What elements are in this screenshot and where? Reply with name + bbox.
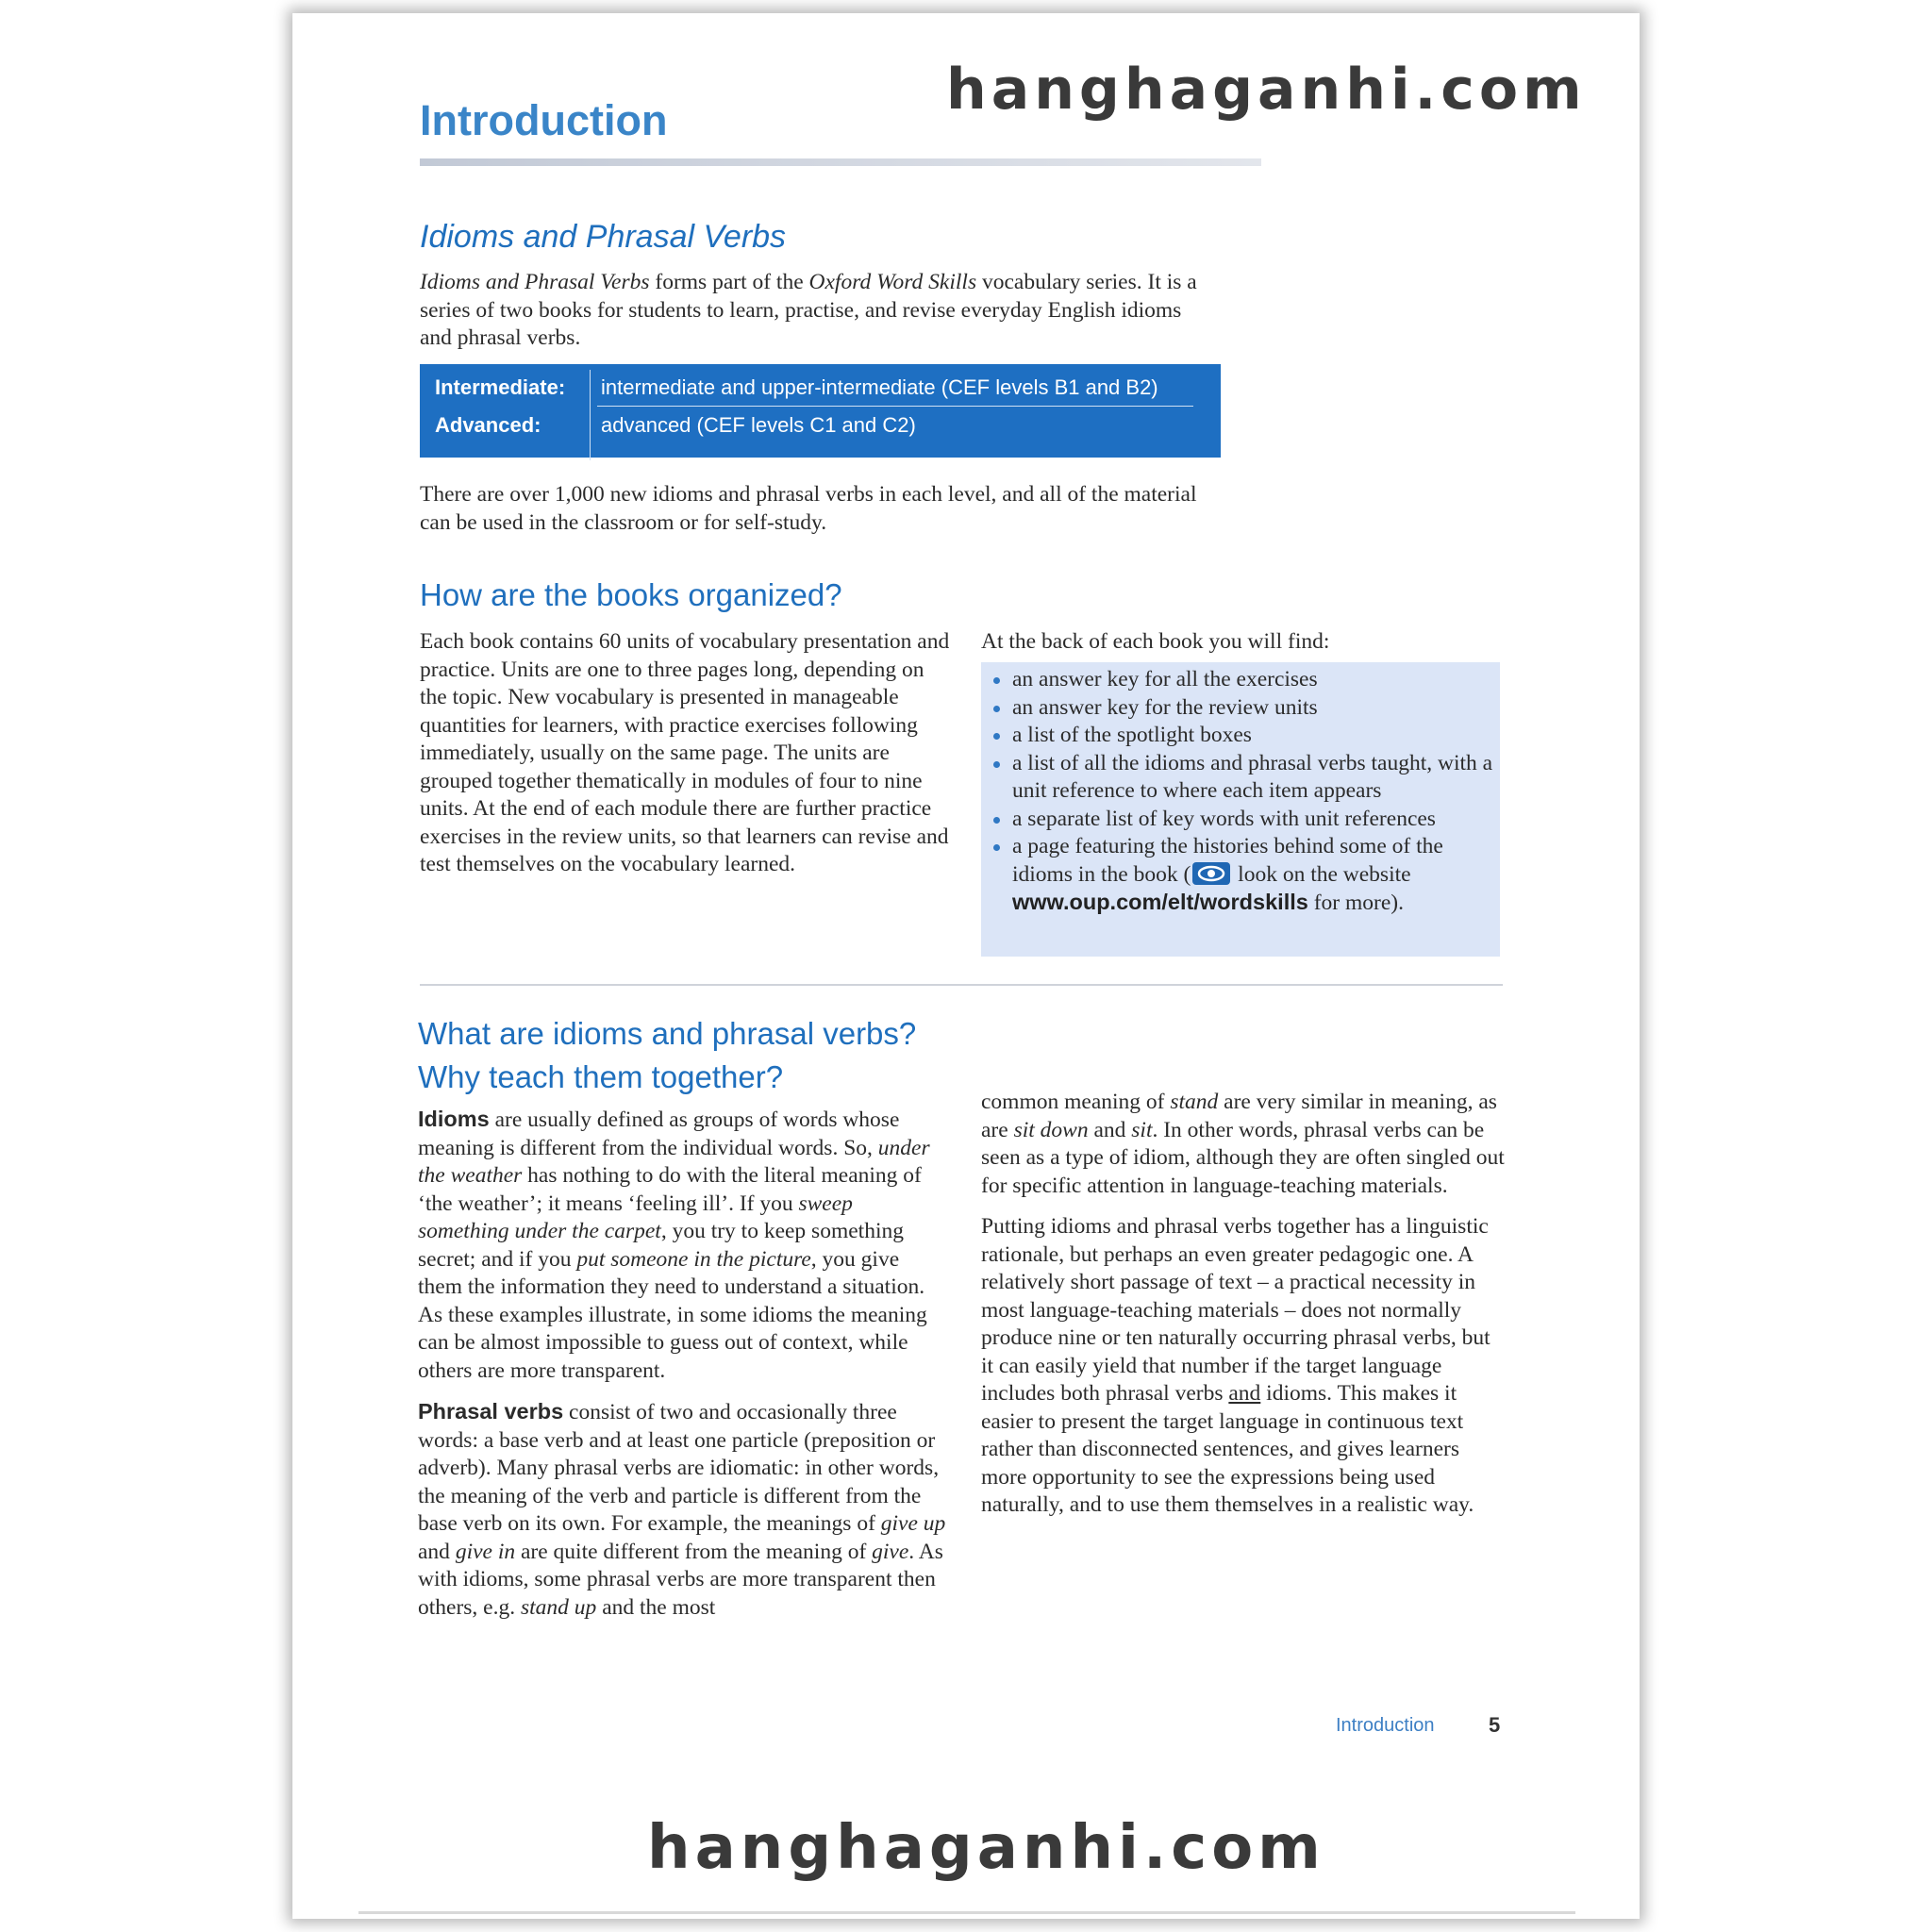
term-phrasal-verbs: Phrasal verbs [418, 1399, 564, 1424]
back-of-book-intro: At the back of each book you will find: [981, 629, 1330, 654]
list-item: an answer key for the review units [986, 694, 1500, 723]
list-item: a separate list of key words with unit references [986, 806, 1500, 834]
list-item: a list of all the idioms and phrasal verbs taught, with a unit reference to where each item appears [986, 750, 1500, 806]
intro-book-title: Idioms and Phrasal Verbs [420, 270, 650, 294]
list-item: a list of the spotlight boxes [986, 722, 1500, 750]
level-row-advanced [420, 413, 1222, 451]
levels-table [420, 364, 1221, 458]
intro-series-title: Oxford Word Skills [808, 270, 977, 294]
section-heading-organization: How are the books organized? [420, 577, 842, 612]
organization-paragraph: Each book contains 60 units of vocabulary presentation and practice. Units are one to three pages long, depending on the topic. New vocabulary is presented in manageable quantities for learners, with practice exercises following immediately, usually on the same page. The units are grouped together thematically in modules of four to nine units. At the end of each module there are further practice exercises in the review units, so that learners can revise and test themselves on the vocabulary learned. [420, 629, 950, 876]
back-of-book-list [981, 662, 1500, 957]
level-row-intermediate [420, 375, 1222, 413]
footer-section-label: Introduction [1336, 1715, 1435, 1736]
level-description: advanced (CEF levels C1 and C2) [601, 413, 916, 437]
list-item-histories: a page featuring the histories behind some of the idioms in the book ( look on the website www.oup.com/elt/wordskills for more). [986, 833, 1500, 918]
level-name: Intermediate: [435, 375, 566, 399]
page-edge [358, 1911, 1575, 1914]
intro-paragraph: Idioms and Phrasal Verbs forms part of the Oxford Word Skills vocabulary series. It is a series of two books for students to learn, practise, and revise everyday English idioms and phrasal verbs. [420, 270, 1197, 350]
heading-line: What are idioms and phrasal verbs? [418, 1016, 917, 1051]
watermark-top: hanghaganhi.com [946, 57, 1587, 123]
section-heading-idioms-definition [418, 1012, 916, 1099]
eye-icon [1192, 862, 1230, 885]
phrasal-verbs-paragraph: Phrasal verbs consist of two and occasionally three words: a base verb and at least one particle (preposition or adverb). Many phrasal verbs are idiomatic: in other words, the meaning of the verb and particle is different from the base verb on its own. For example, the meanings of give up and give in are quite different from the meaning of give. As with idioms, some phrasal verbs are more transparent then others, e.g. stand up and the most [418, 1399, 946, 1620]
page-title: Introduction [420, 96, 668, 144]
level-description: intermediate and upper-intermediate (CEF levels B1 and B2) [601, 375, 1158, 399]
list-item: an answer key for all the exercises [986, 666, 1500, 694]
idioms-paragraph: Idioms are usually defined as groups of words whose meaning is different from the individual words. So, under the weather has nothing to do with the literal meaning of ‘the weather’; it means ‘feeling ill’. If you sweep something under the carpet, you try to keep something secret; and if you put someone in the picture, you give them the information they need to understand a situation. As these examples illustrate, in some idioms the meaning can be almost impossible to guess out of context, while others are more transparent. [418, 1107, 930, 1383]
rationale-column [981, 1089, 1505, 1533]
watermark-bottom: hanghaganhi.com [647, 1813, 1325, 1883]
section-heading-idioms-phrasal-verbs: Idioms and Phrasal Verbs [420, 219, 787, 255]
website-link[interactable]: www.oup.com/elt/wordskills [1012, 890, 1308, 914]
stand-paragraph: common meaning of stand are very similar in meaning, as are sit down and sit. In other words, phrasal verbs can be seen as a type of idiom, although they are often singled out for specific attention in language-teaching materials. [981, 1090, 1505, 1198]
heading-line: Why teach them together? [418, 1059, 784, 1094]
count-paragraph: There are over 1,000 new idioms and phrasal verbs in each level, and all of the material can be used in the classroom or for self-study. [420, 482, 1197, 535]
section-divider [420, 984, 1503, 986]
idioms-column [418, 1106, 946, 1635]
rationale-paragraph: Putting idioms and phrasal verbs together has a linguistic rationale, but perhaps an even greater pedagogic one. A relatively short passage of text – a practical necessity in most language-teaching materials – does not normally produce nine or ten naturally occurring phrasal verbs, but it can easily yield that number if the target language includes both phrasal verbs and idioms. This makes it easier to present the target language in continuous text rather than disconnected sentences, and gives learners more opportunity to see the expressions being used naturally, and to use them themselves in a realistic way. [981, 1214, 1491, 1517]
title-rule [420, 158, 1261, 166]
page-number: 5 [1489, 1713, 1501, 1737]
term-idioms: Idioms [418, 1107, 490, 1131]
level-name: Advanced: [435, 413, 541, 437]
